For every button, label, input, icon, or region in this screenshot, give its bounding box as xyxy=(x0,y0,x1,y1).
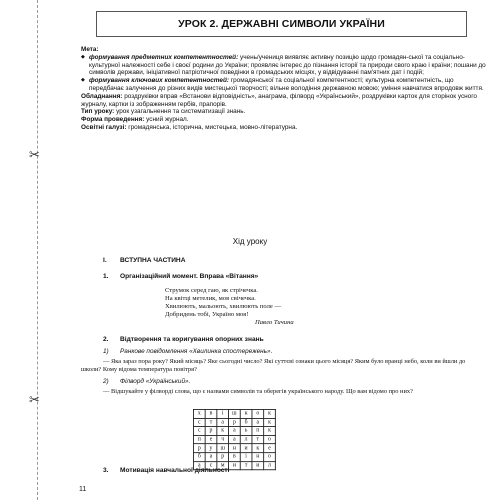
grid-cell: к xyxy=(217,427,229,436)
grid-cell: н xyxy=(252,453,264,462)
page-number: 11 xyxy=(79,486,87,493)
lesson-title: УРОК 2. ДЕРЖАВНІ СИМВОЛИ УКРАЇНИ xyxy=(178,18,385,30)
grid-cell: а xyxy=(193,461,205,470)
grid-cell: х xyxy=(193,409,205,418)
grid-cell: к xyxy=(264,427,276,436)
course-heading: Хід уроку xyxy=(232,237,268,246)
grid-cell: і xyxy=(217,409,229,418)
grid-cell: и xyxy=(229,461,241,470)
grid-cell: л xyxy=(240,435,252,444)
subitem-text: — Відшукайте у філворді слова, що є назвами символів та оберегів українського народу. Що вам відомо про них? xyxy=(103,388,413,395)
word-search-grid xyxy=(193,409,276,470)
grid-cell: к xyxy=(264,418,276,427)
grid-cell: ь xyxy=(240,427,252,436)
scissors-icon: ✂ xyxy=(29,147,40,162)
lesson-type-line: Тип уроку: урок узагальнення та систематизації знань. xyxy=(81,108,246,116)
subitem-number: 1) xyxy=(103,348,109,355)
grid-cell: о xyxy=(264,453,276,462)
grid-cell: м xyxy=(217,461,229,470)
grid-cell: т xyxy=(205,418,217,427)
subitem-text: — Яка зараз пора року? Який місяць? Яке сьогодні число? Які суттєві ознаки цього місяця? Яким було вранці небо, коли ви йшли до школи? Кому відома температура повітря? xyxy=(81,358,466,373)
item-number: 2. xyxy=(103,336,109,343)
lesson-form-line: Форма проведення: усний журнал. xyxy=(81,116,189,124)
grid-cell: а xyxy=(229,435,241,444)
grid-row xyxy=(193,418,275,427)
grid-cell: ш xyxy=(229,409,241,418)
grid-row xyxy=(193,427,275,436)
grid-cell: о xyxy=(252,409,264,418)
goal-item: ◆ формування ключових компетентностей: громадянської та соціальної компетентності; культурна компетентність, що передбачає залучення до різних видів мистецької творчості; вільне володіння державною мовою; уміння навчатися впродовж життя. xyxy=(81,77,486,93)
grid-cell: в xyxy=(205,409,217,418)
grid-cell: в xyxy=(229,453,241,462)
grid-cell: с xyxy=(205,461,217,470)
equipment-line: Обладнання: роздруківки вправ «Встанови відповідність», анаграма, філворд «Український», роздруківки карток для сторінок усного журналу, картки із зображенням гербів, прапорів. xyxy=(81,92,477,108)
grid-cell: а xyxy=(252,418,264,427)
goal-item: ◆ формування предметних компетентностей: учень/учениця виявляє активну позицію щодо громадян-ської та соціально-культурної належності себе і своєї родини до України; проявляє інтерес до пізнання історії та природи свого краю і країни; пошани до символів держави, ініціативної патріотичної поведінки в громадських місцях, у відвідуванні пам'ятних дат і подій; xyxy=(81,54,486,77)
subitem-title: Філворд «Український». xyxy=(120,378,191,385)
education-fields-line: Освітні галузі: громадянська, історична, мистецька, мовно-літературна. xyxy=(81,123,298,131)
poem xyxy=(165,287,365,327)
grid-cell: ш xyxy=(217,444,229,453)
poem-line: На квітці метелик, мов свічечка. xyxy=(165,295,256,302)
grid-cell: а xyxy=(229,427,241,436)
subitem-number: 2) xyxy=(103,378,109,385)
grid-cell: р xyxy=(217,453,229,462)
item-title: Мотивація навчальної діяльності xyxy=(120,467,230,474)
lesson-title-box xyxy=(96,11,467,37)
section-number: I. xyxy=(103,257,107,264)
poem-author: Павло Тичина xyxy=(255,319,294,326)
grid-cell: н xyxy=(229,444,241,453)
grid-cell: а xyxy=(217,418,229,427)
grid-cell: ч xyxy=(217,435,229,444)
grid-cell: и xyxy=(252,461,264,470)
item-title: Відтворення та коригування опорних знань xyxy=(120,336,264,343)
grid-cell: у xyxy=(205,444,217,453)
item-title: Організаційний момент. Вправа «Вітання» xyxy=(120,273,259,280)
grid-cell: п xyxy=(252,427,264,436)
grid-cell: е xyxy=(205,435,217,444)
grid-cell: і xyxy=(240,453,252,462)
scissors-icon: ✂ xyxy=(29,392,40,407)
grid-cell: к xyxy=(252,444,264,453)
item-number: 3. xyxy=(103,467,109,474)
grid-cell: с xyxy=(193,427,205,436)
grid-cell: а xyxy=(205,453,217,462)
cut-line xyxy=(37,0,38,500)
grid-cell: р xyxy=(229,418,241,427)
grid-cell: т xyxy=(240,461,252,470)
grid-cell: к xyxy=(240,409,252,418)
grid-row xyxy=(193,435,275,444)
poem-line: Хвилюють, мальоють, хвилюють поле — xyxy=(165,303,282,310)
grid-cell: и xyxy=(240,444,252,453)
item-number: 1. xyxy=(103,273,109,280)
poem-line: Струмок серед гаю, як стрічечка. xyxy=(165,287,258,294)
grid-cell: р xyxy=(205,427,217,436)
grid-cell: р xyxy=(193,444,205,453)
grid-cell: е xyxy=(264,444,276,453)
grid-cell: с xyxy=(193,418,205,427)
grid-row xyxy=(193,444,275,453)
grid-cell: б xyxy=(240,418,252,427)
poem-line: Добридень тобі, Україно моя! xyxy=(165,311,249,318)
grid-row xyxy=(193,409,275,418)
section-title: ВСТУПНА ЧАСТИНА xyxy=(120,257,186,264)
lesson-header xyxy=(81,46,486,132)
grid-cell: к xyxy=(264,409,276,418)
grid-cell: п xyxy=(193,435,205,444)
grid-cell: б xyxy=(193,453,205,462)
grid-cell: т xyxy=(252,435,264,444)
grid-cell: л xyxy=(264,461,276,470)
goal-label: Мета: xyxy=(81,46,99,53)
grid-cell: о xyxy=(264,435,276,444)
grid-row xyxy=(193,453,275,462)
subitem-title: Ранкове повідомлення «Хвилинка спостережень». xyxy=(120,348,273,355)
